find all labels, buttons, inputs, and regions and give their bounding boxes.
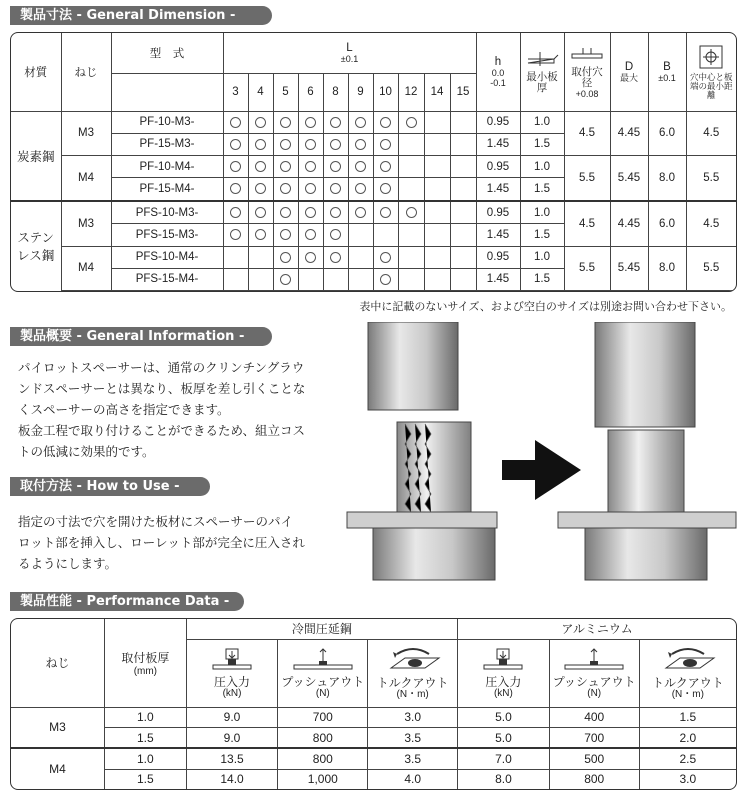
availability-cell — [248, 178, 273, 201]
model-cell: PF-15-M3- — [111, 133, 223, 155]
availability-cell — [450, 155, 476, 177]
availability-cell — [348, 178, 373, 201]
availability-cell — [273, 178, 298, 201]
availability-cell — [248, 224, 273, 246]
performance-row — [11, 769, 736, 789]
material-cell: 炭素鋼 — [11, 111, 61, 201]
availability-cell — [348, 224, 373, 246]
thickness-label: 取付板厚 — [121, 650, 170, 665]
availability-cell — [298, 155, 323, 177]
availability-cell — [298, 268, 323, 290]
availability-cell — [323, 155, 348, 177]
press-force-icon — [187, 647, 278, 676]
availability-cell — [373, 246, 398, 268]
availability-cell — [348, 268, 373, 290]
perf-header-thickness — [105, 619, 187, 707]
header-thread: ねじ — [61, 33, 111, 111]
perf-header-thread: ねじ — [11, 619, 105, 707]
availability-cell — [273, 133, 298, 155]
availability-cell — [248, 246, 273, 268]
push-out-icon — [550, 647, 639, 676]
torque-out-icon — [368, 646, 457, 677]
availability-cell — [398, 201, 424, 224]
available-mark-icon — [330, 207, 341, 218]
D-cell: 4.45 — [610, 201, 648, 246]
performance-row — [11, 727, 736, 748]
perf-value-cell: 9.0 — [186, 707, 278, 727]
available-mark-icon — [280, 117, 291, 128]
available-mark-icon — [380, 252, 391, 263]
perf-value-cell: 5.0 — [458, 707, 550, 727]
L-tolerance: ±0.1 — [340, 53, 359, 64]
available-mark-icon — [380, 161, 391, 172]
torque-label: トルクアウト — [651, 675, 724, 690]
push-out-icon — [278, 647, 367, 676]
model-cell: PFS-10-M4- — [111, 246, 223, 268]
availability-cell — [223, 268, 248, 290]
available-mark-icon — [355, 207, 366, 218]
h-cell: 1.45 — [476, 178, 520, 201]
B-cell: 6.0 — [648, 201, 686, 246]
thick-cell: 1.5 — [520, 133, 564, 155]
paragraph-line: るようにします。 — [18, 556, 118, 571]
section-header-info: 製品概要 - General Information - — [10, 327, 272, 346]
thread-cell: M3 — [61, 201, 111, 246]
h-cell: 1.45 — [476, 224, 520, 246]
min-thickness-label: 最小板厚 — [526, 71, 558, 95]
model-cell: PF-10-M3- — [111, 111, 223, 133]
available-mark-icon — [280, 139, 291, 150]
edge-cell: 4.5 — [686, 201, 736, 246]
L-value-6: 6 — [298, 73, 323, 111]
thick-cell: 1.0 — [520, 201, 564, 224]
D-cell: 5.45 — [610, 155, 648, 200]
available-mark-icon — [280, 252, 291, 263]
availability-cell — [248, 155, 273, 177]
availability-cell — [323, 246, 348, 268]
perf-value-cell: 1,000 — [278, 769, 368, 789]
availability-cell — [298, 178, 323, 201]
dimension-row — [11, 111, 736, 133]
h-cell: 0.95 — [476, 111, 520, 133]
perf-value-cell: 4.0 — [368, 769, 458, 789]
perf-value-cell: 2.5 — [639, 748, 736, 769]
L-value-5: 5 — [273, 73, 298, 111]
availability-cell — [223, 178, 248, 201]
perf-value-cell: 14.0 — [186, 769, 278, 789]
model-cell: PF-10-M4- — [111, 155, 223, 177]
thick-cell: 1.5 — [520, 224, 564, 246]
performance-row — [11, 707, 736, 727]
press-unit: (kN) — [493, 687, 513, 699]
installation-illustration — [345, 322, 737, 584]
availability-cell — [398, 133, 424, 155]
availability-cell — [323, 268, 348, 290]
available-mark-icon — [230, 183, 241, 194]
availability-cell — [348, 155, 373, 177]
dimension-row — [11, 155, 736, 177]
perf-thread-cell: M4 — [11, 748, 105, 789]
header-hole — [564, 33, 610, 111]
available-mark-icon — [355, 117, 366, 128]
available-mark-icon — [406, 207, 417, 218]
header-model: 型 式 — [111, 33, 223, 73]
availability-cell — [348, 111, 373, 133]
available-mark-icon — [280, 229, 291, 240]
h-tolerance: 0.0 -0.1 — [490, 67, 506, 88]
available-mark-icon — [330, 161, 341, 172]
edge-distance-icon — [696, 44, 726, 70]
availability-cell — [323, 111, 348, 133]
perf-header-press-alu — [458, 639, 550, 707]
torque-out-icon — [640, 646, 736, 677]
arrow-icon — [502, 440, 581, 500]
B-label: B — [663, 60, 671, 73]
available-mark-icon — [330, 139, 341, 150]
model-cell: PF-15-M4- — [111, 178, 223, 201]
L-value-8: 8 — [323, 73, 348, 111]
header-min-thickness — [520, 33, 564, 111]
available-mark-icon — [355, 161, 366, 172]
perf-value-cell: 1.5 — [105, 727, 187, 748]
available-mark-icon — [255, 229, 266, 240]
availability-cell — [223, 133, 248, 155]
availability-cell — [450, 111, 476, 133]
availability-cell — [424, 155, 450, 177]
h-cell: 0.95 — [476, 201, 520, 224]
availability-cell — [273, 268, 298, 290]
availability-cell — [398, 246, 424, 268]
perf-header-torque-alu — [639, 639, 736, 707]
available-mark-icon — [230, 229, 241, 240]
availability-cell — [323, 224, 348, 246]
availability-cell — [450, 133, 476, 155]
paragraph-line: 指定の寸法で穴を開けた板材にスペーサーのパイ — [18, 514, 294, 529]
availability-cell — [273, 155, 298, 177]
paragraph-line: くスペーサーの高さを指定できます。 — [18, 402, 230, 417]
available-mark-icon — [330, 117, 341, 128]
header-edge-distance — [686, 33, 736, 111]
availability-cell — [373, 178, 398, 201]
availability-cell — [323, 178, 348, 201]
performance-row — [11, 748, 736, 769]
available-mark-icon — [355, 183, 366, 194]
availability-cell — [298, 201, 323, 224]
available-mark-icon — [230, 161, 241, 172]
availability-cell — [373, 155, 398, 177]
availability-cell — [298, 133, 323, 155]
available-mark-icon — [255, 183, 266, 194]
perf-value-cell: 800 — [278, 727, 368, 748]
paragraph-line: 板金工程で取り付けることができるため、組立コス — [18, 423, 306, 438]
B-cell: 6.0 — [648, 111, 686, 155]
perf-value-cell: 3.5 — [368, 727, 458, 748]
available-mark-icon — [406, 117, 417, 128]
section-header-performance: 製品性能 - Performance Data - — [10, 592, 244, 611]
header-L — [223, 33, 476, 73]
availability-cell — [348, 133, 373, 155]
perf-value-cell: 1.5 — [639, 707, 736, 727]
perf-value-cell: 500 — [549, 748, 639, 769]
available-mark-icon — [330, 183, 341, 194]
h-cell: 0.95 — [476, 246, 520, 268]
perf-value-cell: 800 — [549, 769, 639, 789]
thick-cell: 1.0 — [520, 111, 564, 133]
availability-cell — [273, 224, 298, 246]
available-mark-icon — [330, 229, 341, 240]
perf-value-cell: 13.5 — [186, 748, 278, 769]
B-tolerance: ±0.1 — [658, 72, 676, 83]
press-label: 圧入力 — [485, 674, 522, 689]
thick-cell: 1.5 — [520, 268, 564, 290]
availability-cell — [223, 246, 248, 268]
paragraph-line: パイロットスペーサーは、通常のクリンチングラウ — [18, 360, 305, 375]
available-mark-icon — [305, 139, 316, 150]
available-mark-icon — [230, 117, 241, 128]
availability-cell — [424, 246, 450, 268]
paragraph-line: ロット部を挿入し、ローレット部が完全に圧入され — [18, 535, 305, 550]
available-mark-icon — [280, 207, 291, 218]
available-mark-icon — [280, 161, 291, 172]
perf-value-cell: 8.0 — [458, 769, 550, 789]
perf-thread-cell: M3 — [11, 707, 105, 748]
header-D — [610, 33, 648, 111]
available-mark-icon — [380, 207, 391, 218]
thick-cell: 1.0 — [520, 155, 564, 177]
L-label: L — [346, 41, 353, 54]
availability-cell — [273, 201, 298, 224]
available-mark-icon — [230, 207, 241, 218]
available-mark-icon — [280, 274, 291, 285]
howto-paragraph — [18, 511, 338, 574]
available-mark-icon — [380, 274, 391, 285]
availability-cell — [373, 224, 398, 246]
torque-unit: (N・m) — [396, 688, 429, 700]
dimension-row — [11, 246, 736, 268]
L-value-10: 10 — [373, 73, 398, 111]
availability-cell — [398, 155, 424, 177]
edge-cell: 5.5 — [686, 155, 736, 200]
perf-header-push-alu — [549, 639, 639, 707]
availability-cell — [273, 111, 298, 133]
availability-cell — [450, 201, 476, 224]
material-cell: ステンレス鋼 — [11, 201, 61, 291]
perf-header-aluminum: アルミニウム — [458, 619, 736, 639]
availability-cell — [450, 178, 476, 201]
availability-cell — [398, 111, 424, 133]
torque-unit: (N・m) — [671, 688, 704, 700]
availability-cell — [298, 246, 323, 268]
info-paragraph — [18, 357, 338, 462]
B-cell: 8.0 — [648, 155, 686, 200]
availability-cell — [424, 133, 450, 155]
perf-value-cell: 700 — [278, 707, 368, 727]
press-label: 圧入力 — [214, 674, 251, 689]
D-label: D — [624, 60, 634, 73]
available-mark-icon — [305, 183, 316, 194]
availability-cell — [398, 178, 424, 201]
available-mark-icon — [305, 207, 316, 218]
h-cell: 1.45 — [476, 133, 520, 155]
header-B — [648, 33, 686, 111]
hole-diameter-icon — [569, 44, 605, 64]
header-h — [476, 33, 520, 111]
press-force-icon — [458, 647, 549, 676]
paragraph-line: トの低減に効果的です。 — [18, 444, 155, 459]
perf-value-cell: 7.0 — [458, 748, 550, 769]
available-mark-icon — [305, 229, 316, 240]
edge-label: 穴中心と板端の最小距離 — [689, 71, 733, 100]
thick-cell: 1.0 — [520, 246, 564, 268]
hole-label: 取付穴径 — [571, 66, 603, 90]
availability-cell — [323, 133, 348, 155]
edge-cell: 4.5 — [686, 111, 736, 155]
hole-tolerance: +0.08 — [575, 89, 599, 100]
availability-cell — [323, 201, 348, 224]
availability-cell — [223, 224, 248, 246]
availability-cell — [373, 201, 398, 224]
dimension-table — [10, 32, 737, 292]
edge-cell: 5.5 — [686, 246, 736, 290]
h-cell: 1.45 — [476, 268, 520, 290]
availability-cell — [348, 246, 373, 268]
L-value-3: 3 — [223, 73, 248, 111]
availability-cell — [248, 133, 273, 155]
availability-cell — [424, 224, 450, 246]
push-unit: (N) — [315, 687, 330, 699]
available-mark-icon — [305, 252, 316, 263]
L-value-12: 12 — [398, 73, 424, 111]
available-mark-icon — [255, 207, 266, 218]
perf-value-cell: 3.0 — [368, 707, 458, 727]
perf-value-cell: 1.0 — [105, 707, 187, 727]
thickness-unit: (mm) — [133, 665, 158, 677]
dimension-note: 表中に記載のないサイズ、および空白のサイズは別途お問い合わせ下さい。 — [359, 300, 732, 313]
thread-cell: M3 — [61, 111, 111, 155]
availability-cell — [273, 246, 298, 268]
availability-cell — [398, 268, 424, 290]
perf-value-cell: 3.5 — [368, 748, 458, 769]
availability-cell — [373, 111, 398, 133]
h-label: h — [494, 55, 502, 68]
hole-cell: 5.5 — [564, 246, 610, 290]
header-material: 材質 — [11, 33, 61, 111]
perf-value-cell: 1.0 — [105, 748, 187, 769]
available-mark-icon — [355, 139, 366, 150]
perf-header-press-steel — [186, 639, 278, 707]
availability-cell — [424, 201, 450, 224]
available-mark-icon — [305, 161, 316, 172]
perf-value-cell: 400 — [549, 707, 639, 727]
availability-cell — [223, 111, 248, 133]
performance-table — [10, 618, 737, 790]
perf-value-cell: 800 — [278, 748, 368, 769]
hole-cell: 5.5 — [564, 155, 610, 200]
dimension-row — [11, 201, 736, 224]
perf-value-cell: 9.0 — [186, 727, 278, 748]
section-header-howto: 取付方法 - How to Use - — [10, 477, 210, 496]
availability-cell — [398, 224, 424, 246]
model-cell: PFS-15-M4- — [111, 268, 223, 290]
availability-cell — [248, 201, 273, 224]
availability-cell — [450, 268, 476, 290]
B-cell: 8.0 — [648, 246, 686, 290]
availability-cell — [373, 268, 398, 290]
section-header-dimension: 製品寸法 - General Dimension - — [10, 6, 272, 25]
D-sublabel: 最大 — [619, 72, 638, 83]
model-cell: PFS-15-M3- — [111, 224, 223, 246]
availability-cell — [373, 133, 398, 155]
available-mark-icon — [380, 117, 391, 128]
availability-cell — [298, 224, 323, 246]
availability-cell — [248, 111, 273, 133]
availability-cell — [424, 178, 450, 201]
press-unit: (kN) — [222, 687, 242, 699]
L-value-9: 9 — [348, 73, 373, 111]
thick-cell: 1.5 — [520, 178, 564, 201]
perf-value-cell: 1.5 — [105, 769, 187, 789]
perf-header-torque-steel — [368, 639, 458, 707]
availability-cell — [298, 111, 323, 133]
perf-value-cell: 700 — [549, 727, 639, 748]
available-mark-icon — [330, 252, 341, 263]
availability-cell — [348, 201, 373, 224]
available-mark-icon — [255, 117, 266, 128]
D-cell: 4.45 — [610, 111, 648, 155]
availability-cell — [424, 111, 450, 133]
available-mark-icon — [305, 117, 316, 128]
L-value-4: 4 — [248, 73, 273, 111]
perf-value-cell: 3.0 — [639, 769, 736, 789]
thread-cell: M4 — [61, 246, 111, 290]
available-mark-icon — [255, 161, 266, 172]
availability-cell — [223, 201, 248, 224]
availability-cell — [424, 268, 450, 290]
L-value-15: 15 — [450, 73, 476, 111]
availability-cell — [223, 155, 248, 177]
hole-cell: 4.5 — [564, 111, 610, 155]
model-cell: PFS-10-M3- — [111, 201, 223, 224]
availability-cell — [450, 246, 476, 268]
push-label: プッシュアウト — [281, 674, 365, 689]
available-mark-icon — [255, 139, 266, 150]
push-unit: (N) — [587, 687, 602, 699]
paragraph-line: ンドスペーサーとは異なり、板厚を差し引くことな — [18, 381, 306, 396]
perf-header-push-steel — [278, 639, 368, 707]
availability-cell — [450, 224, 476, 246]
available-mark-icon — [230, 139, 241, 150]
thread-cell: M4 — [61, 155, 111, 200]
plate-thickness-icon — [524, 49, 560, 69]
availability-cell — [248, 268, 273, 290]
header-model-blank — [111, 73, 223, 111]
available-mark-icon — [380, 183, 391, 194]
torque-label: トルクアウト — [376, 675, 449, 690]
perf-header-steel: 冷間圧延鋼 — [186, 619, 457, 639]
push-label: プッシュアウト — [552, 674, 636, 689]
perf-value-cell: 5.0 — [458, 727, 550, 748]
L-value-14: 14 — [424, 73, 450, 111]
h-cell: 0.95 — [476, 155, 520, 177]
available-mark-icon — [280, 183, 291, 194]
available-mark-icon — [380, 139, 391, 150]
hole-cell: 4.5 — [564, 201, 610, 246]
D-cell: 5.45 — [610, 246, 648, 290]
perf-value-cell: 2.0 — [639, 727, 736, 748]
